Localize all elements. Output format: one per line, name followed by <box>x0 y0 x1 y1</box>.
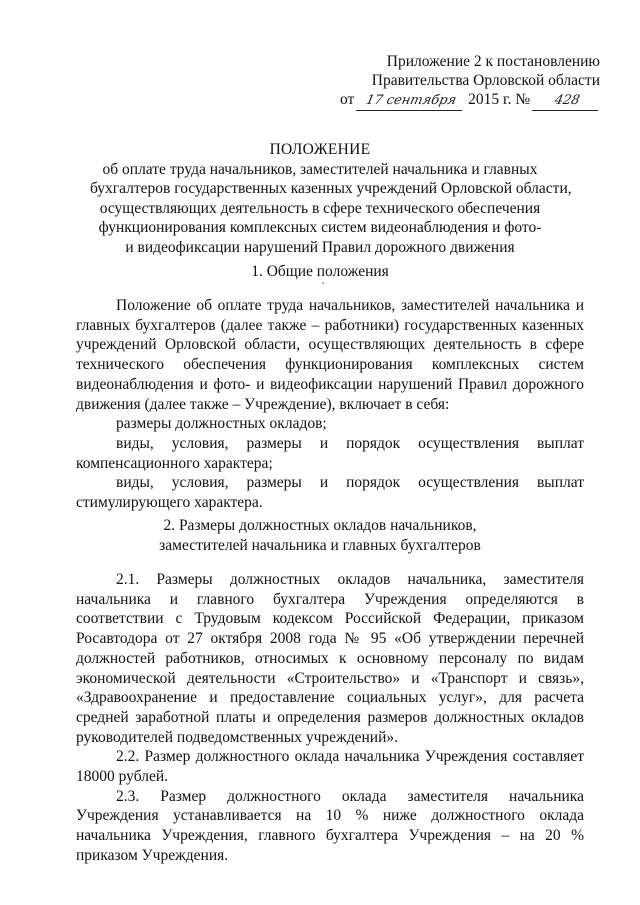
document-title <box>90 140 572 257</box>
appendix-header <box>320 52 600 109</box>
title-line: бухгалтеров государственных казенных учреждений Орловской области, <box>90 180 572 197</box>
paragraph: 2.2. Размер должностного оклада начальника Учреждения составляет 18000 рублей. <box>76 748 584 786</box>
appendix-line-1: Приложение 2 к постановлению <box>386 53 600 70</box>
title-line: функционирования комплексных систем видеонаблюдения и фото- <box>98 219 542 236</box>
section-2-body <box>76 570 584 866</box>
appendix-line-2: Правительства Орловской области <box>371 72 600 89</box>
section-2-heading: 2. Размеры должностных окладов начальников, заместителей начальника и главных бухгалтеров <box>159 517 481 554</box>
section-1-body <box>76 296 584 513</box>
title-main: ПОЛОЖЕНИЕ <box>269 141 371 158</box>
section-1-heading: 1. Общие положения <box>251 263 389 280</box>
handwritten-number: 428 <box>532 91 602 111</box>
title-line: об оплате труда начальников, заместителей начальника и главных <box>102 160 538 178</box>
scan-speck <box>322 282 324 284</box>
paragraph: 2.3. Размер должностного оклада заместителя начальника Учреждения устанавливается на 10 % ниже должностного оклада начальника Учреждения, главного бухгалтера Учреждения – на 20 % приказом Учреждения. <box>76 787 584 864</box>
paragraph: 2.1. Размеры должностных окладов начальника, заместителя начальника и главного бухгалтера Учреждения определяются в соответствии с Трудовым кодексом Российской Федерации, приказом Росавтодора от 27 октября 2008 года № 95 «Об утверждении перечней должностей работников, относимых к основному персоналу по видам экономической деятельности «Строительство» и «Транспорт и связь», «Здравоохранение и предоставление социальных услуг», для расчета средней заработной платы и определения размеров должностных окладов руководителей подведомственных учреждений». <box>76 571 584 746</box>
title-line: осуществляющих деятельность в сфере технического обеспечения <box>99 199 541 217</box>
handwritten-date: 17 сентября <box>356 91 466 111</box>
title-line: и видеофиксации нарушений Правил дорожного движения <box>125 238 515 256</box>
appendix-date-row <box>320 90 600 109</box>
appendix-from: от <box>340 91 355 108</box>
paragraph: виды, условия, размеры и порядок осуществления выплат компенсационного характера; <box>76 434 584 472</box>
paragraph: Положение об оплате труда начальников, заместителей начальника и главных бухгалтеров (далее также – работники) государственных казенных учреждений Орловской области, осуществляющих деятельность в сфере технического обеспечения функционирования комплексных систем видеонаблюдения и фото- и видеофиксации нарушений Правил дорожного движения (далее также – Учреждение), включает в себя: <box>76 297 584 413</box>
paragraph: виды, условия, размеры и порядок осуществления выплат стимулирующего характера. <box>76 474 584 512</box>
paragraph: размеры должностных окладов; <box>116 415 327 433</box>
appendix-year: 2015 г. № <box>468 91 531 108</box>
